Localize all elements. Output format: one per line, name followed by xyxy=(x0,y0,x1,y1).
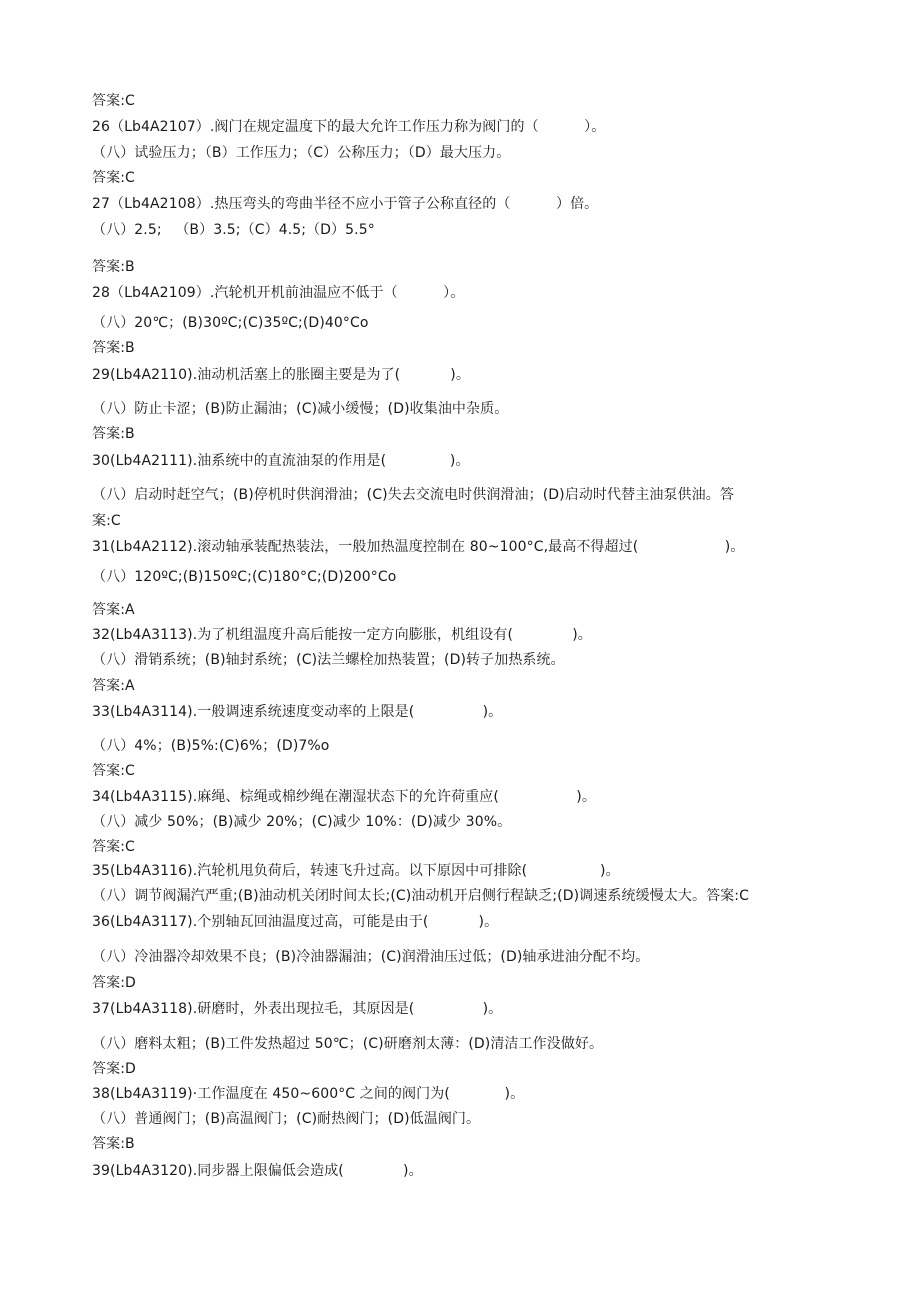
options-line: （八）20℃；(B)30ºC;(C)35ºC;(D)40°Co xyxy=(92,315,369,331)
options-line: （八）滑销系统；(B)轴封系统；(C)法兰螺栓加热装置；(D)转子加热系统。 xyxy=(92,652,565,668)
answer-line: 案:C xyxy=(92,513,121,529)
answer-line: 答案:B xyxy=(92,426,135,442)
question-line: 32(Lb4A3113).为了机组温度升高后能按一定方向膨胀，机组设有( )。 xyxy=(92,627,592,643)
answer-line: 答案:B xyxy=(92,1136,135,1152)
answer-line: 答案:A xyxy=(92,602,135,618)
answer-line: 答案:D xyxy=(92,1061,136,1077)
question-line: 35(Lb4A3116).汽轮机甩负荷后，转速飞升过高。以下原因中可排除( )。 xyxy=(92,863,620,879)
question-line: 36(Lb4A3117).个别轴瓦回油温度过高，可能是由于( )。 xyxy=(92,914,499,930)
question-line: 38(Lb4A3119)·工作温度在 450~600°C 之间的阀门为( )。 xyxy=(92,1086,525,1102)
question-line: 28（Lb4A2109）.汽轮机开机前油温应不低于（ ）。 xyxy=(92,285,465,301)
answer-line: 答案:C xyxy=(92,763,135,779)
answer-line: 答案:C xyxy=(92,170,135,186)
question-line: 26（Lb4A2107）.阀门在规定温度下的最大允许工作压力称为阀门的（ ）。 xyxy=(92,119,606,135)
options-line: （八）减少 50%；(B)减少 20%；(C)减少 10%：(D)减少 30%。 xyxy=(92,814,512,830)
answer-line: 答案:A xyxy=(92,678,135,694)
answer-line: 答案:C xyxy=(92,839,135,855)
options-line: （八）冷油器冷却效果不良；(B)冷油器漏油；(C)润滑油压过低；(D)轴承进油分配不均。 xyxy=(92,949,650,965)
question-line: 30(Lb4A2111).油系统中的直流油泵的作用是( )。 xyxy=(92,453,470,469)
question-line: 29(Lb4A2110).油动机活塞上的胀圈主要是为了( )。 xyxy=(92,367,470,383)
options-line: （八）启动时赶空气；(B)停机时供润滑油；(C)失去交流电时供润滑油；(D)启动时代替主油泵供油。答 xyxy=(92,487,734,503)
answer-line: 答案:B xyxy=(92,340,135,356)
question-line: 31(Lb4A2112).滚动轴承装配热装法，一般加热温度控制在 80~100°C,最高不得超过( )。 xyxy=(92,539,745,555)
question-line: 39(Lb4A3120).同步器上限偏低会造成( )。 xyxy=(92,1163,423,1179)
options-line: （八）2.5; （B）3.5;（C）4.5;（D）5.5° xyxy=(92,222,375,238)
options-line: （八）调节阀漏汽严重;(B)油动机关闭时间太长;(C)油动机开启侧行程缺乏;(D)调速系统缓慢太大。答案:C xyxy=(92,888,749,904)
answer-line: 答案:D xyxy=(92,975,136,991)
question-line: 27（Lb4A2108）.热压弯头的弯曲半径不应小于管子公称直径的（ ）倍。 xyxy=(92,196,599,212)
options-line: （八）120ºC;(B)150ºC;(C)180°C;(D)200°Co xyxy=(92,569,397,585)
options-line: （八）试验压力；（B）工作压力；（C）公称压力；（D）最大压力。 xyxy=(92,145,511,161)
answer-line: 答案:C xyxy=(92,93,135,109)
options-line: （八）普通阀门；(B)高温阀门；(C)耐热阀门；(D)低温阀门。 xyxy=(92,1111,481,1127)
answer-line: 答案:B xyxy=(92,259,135,275)
options-line: （八）4%；(B)5%:(C)6%；(D)7%o xyxy=(92,738,330,754)
question-line: 33(Lb4A3114).一般调速系统速度变动率的上限是( )。 xyxy=(92,704,503,720)
options-line: （八）磨料太粗；(B)工件发热超过 50℃；(C)研磨剂太薄：(D)清洁工作没做好。 xyxy=(92,1036,604,1052)
options-line: （八）防止卡涩；(B)防止漏油；(C)减小缓慢；(D)收集油中杂质。 xyxy=(92,401,509,417)
question-line: 34(Lb4A3115).麻绳、棕绳或棉纱绳在潮湿状态下的允许荷重应( )。 xyxy=(92,789,596,805)
question-line: 37(Lb4A3118).研磨时，外表出现拉毛，其原因是( )。 xyxy=(92,1001,503,1017)
